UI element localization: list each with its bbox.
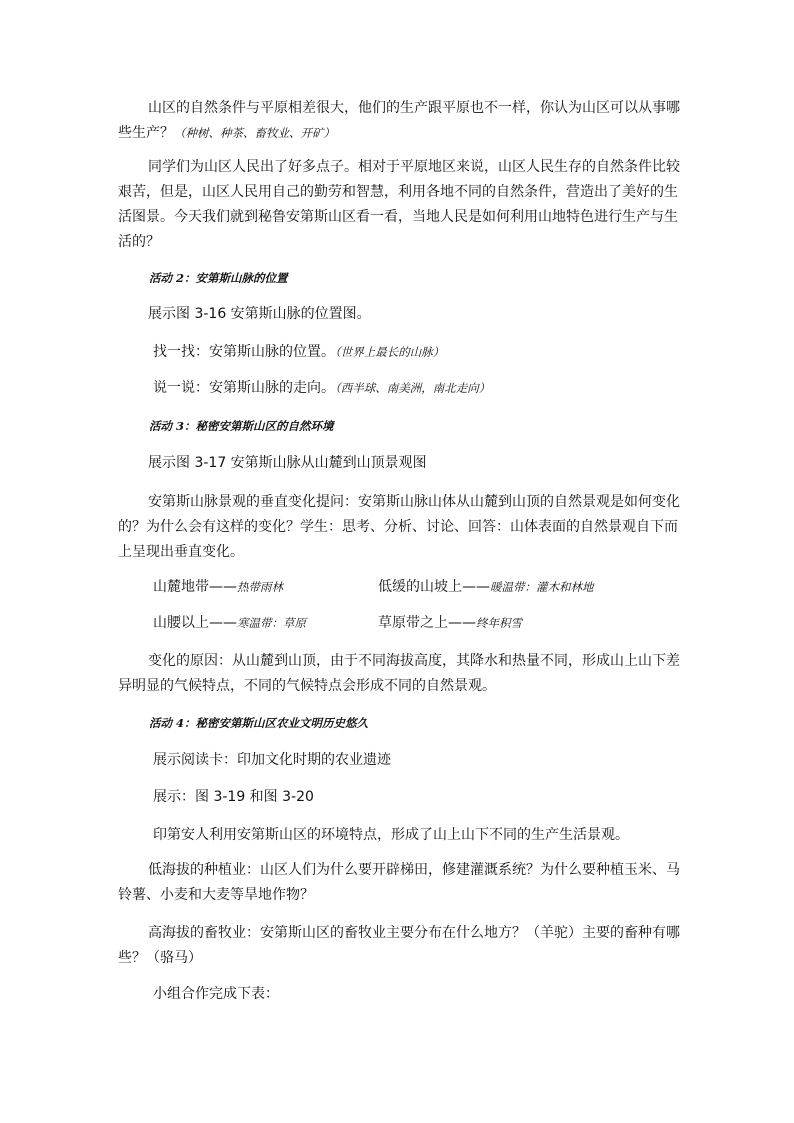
paragraph-mountain-production: 山区的自然条件与平原相差很大，他们的生产跟平原也不一样，你认为山区可以从事哪些生产？（种树、种茶、畜牧业、开矿） [118,100,680,141]
show-figure-3-17: 展示图 3-17 安第斯山脉从山麓到山顶景观图 [148,455,427,471]
zone-foothill: 山麓地带——热带雨林 [153,579,283,595]
paragraph-low-altitude: 低海拔的种植业：山区人们为什么要开辟梯田，修建灌溉系统？为什么要种植玉米、马铃薯、小麦和大麦等旱地作物？ [118,862,680,903]
show-figures-3-19-3-20: 展示：图 3-19 和图 3-20 [153,789,314,805]
heading-activity-3: 活动 3：秘密安第斯山区的自然环境 [149,419,334,433]
paragraph-high-altitude: 高海拔的畜牧业：安第斯山区的畜牧业主要分布在什么地方？（羊驼）主要的畜种有哪些？（骆马） [118,925,680,966]
show-reading-card: 展示阅读卡：印加文化时期的农业遗迹 [153,752,391,768]
find-task: 找一找：安第斯山脉的位置。（世界上最长的山脉） [153,344,445,360]
paragraph-intro-andes: 同学们为山区人民出了好多点子。相对于平原地区来说，山区人民生存的自然条件比较艰苦，但是，山区人民用自己的勤劳和智慧，利用各地不同的自然条件，营造出了美好的生活图景。今天我们就到秘鲁安第斯山区看一看，当地人民是如何利用山地特色进行生产与生活的？ [118,159,680,250]
heading-activity-4: 活动 4：秘密安第斯山区农业文明历史悠久 [149,716,369,730]
zone-gentle-slope: 低缓的山坡上——暖温带：灌木和林地 [378,579,594,595]
paragraph-indian-landscape: 印第安人利用安第斯山区的环境特点，形成了山上山下不同的生产生活景观。 [153,827,629,843]
answer-note: （西半球、南美洲，南北走向） [335,381,491,395]
answer-note: （种树、种茶、畜牧业、开矿） [174,126,335,140]
paragraph-vertical-change: 安第斯山脉景观的垂直变化提问：安第斯山脉山体从山麓到山顶的自然景观是如何变化的？为什么会有这样的变化？学生：思考、分析、讨论、回答：山体表面的自然景观自下而上呈现出垂直变化。 [118,494,680,560]
zone-above-grassland: 草原带之上——终年积雪 [378,615,522,631]
heading-activity-2: 活动 2：安第斯山脉的位置 [149,271,288,285]
paragraph-group-task: 小组合作完成下表： [153,986,279,1002]
say-task: 说一说：安第斯山脉的走向。（西半球、南美洲，南北走向） [153,380,491,396]
show-figure-3-16: 展示图 3-16 安第斯山脉的位置图。 [148,306,371,322]
answer-note: （世界上最长的山脉） [335,345,445,359]
paragraph-reasons: 变化的原因：从山麓到山顶，由于不同海拔高度，其降水和热量不同，形成山上山下差异明显的气候特点，不同的气候特点会形成不同的自然景观。 [118,653,680,694]
zone-midslope: 山腰以上——寒温带：草原 [153,615,306,631]
